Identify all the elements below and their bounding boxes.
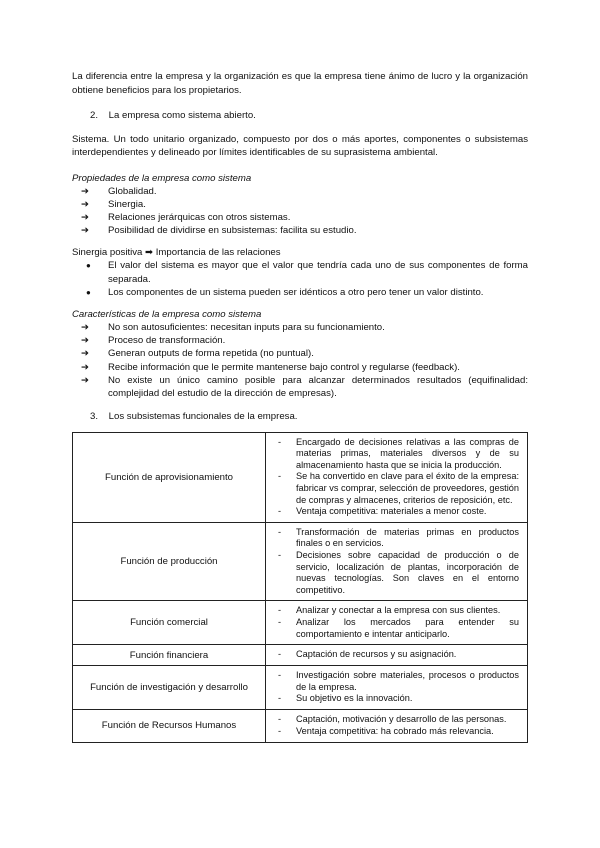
document-page: [72, 70, 528, 743]
list-item-text: Generan outputs de forma repetida (no puntual).: [108, 348, 314, 360]
list-item-text: Se ha convertido en clave para el éxito de la empresa: fabricar vs comprar, selección de proveedores, gestión de compras y almacenes, criterios de reposición, etc.: [296, 471, 519, 505]
table-row: [73, 666, 528, 710]
arrow-bullet-icon: ➔: [81, 374, 90, 386]
section-2-heading: [90, 109, 528, 123]
dot-bullet-icon: ●: [86, 261, 91, 271]
section-3-number: 3.: [90, 411, 99, 423]
descripcion-cell: [266, 666, 528, 710]
propiedades-title: Propiedades de la empresa como sistema: [72, 172, 252, 184]
list-item: [276, 617, 519, 640]
list-item: [276, 714, 519, 726]
list-item-text: Sinergia.: [108, 198, 146, 210]
table-row: [73, 645, 528, 666]
list-item: [72, 374, 528, 400]
arrow-bullet-icon: ➔: [81, 225, 90, 237]
list-item-text: Los componentes de un sistema pueden ser idénticos a otro pero tener un valor distinto.: [108, 286, 484, 298]
list-item: [72, 259, 528, 285]
dash-bullet-icon: -: [278, 725, 282, 736]
list-item: [276, 471, 519, 506]
list-item: [72, 321, 528, 334]
list-item-text: Transformación de materias primas en productos finales o en servicios.: [296, 526, 519, 549]
dash-bullet-icon: -: [278, 649, 282, 660]
funcion-cell: Función de aprovisionamiento: [73, 432, 266, 522]
list-item-text: Analizar los mercados para entender su comportamiento e intentar anticiparlo.: [296, 616, 519, 639]
list-item: [276, 550, 519, 596]
list-item: [276, 726, 519, 738]
dot-bullet-icon: ●: [86, 287, 91, 297]
arrow-bullet-icon: ➔: [81, 361, 90, 373]
descripcion-list: [276, 649, 519, 661]
list-item-text: Relaciones jerárquicas con otros sistemas.: [108, 211, 291, 223]
caracteristicas-list: [72, 321, 528, 400]
table-row: [73, 601, 528, 645]
list-item-text: No existe un único camino posible para alcanzar determinados resultados (equifinalidad: complejidad del estudio de la dirección de empresas).: [108, 374, 528, 399]
caracteristicas-title: Características de la empresa como sistema: [72, 308, 262, 320]
list-item: [276, 527, 519, 550]
list-item: [72, 286, 528, 299]
sistema-definition: Sistema. Un todo unitario organizado, compuesto por dos o más aportes, componentes o subsistemas interdependientes y delineado por límites identificables de su suprasistema ambiental.: [72, 133, 528, 158]
list-item: [72, 198, 528, 211]
list-item-text: El valor del sistema es mayor que el valor que tendría cada uno de sus componentes de forma separada.: [108, 260, 528, 285]
dash-bullet-icon: -: [278, 714, 282, 725]
list-item: [72, 224, 528, 237]
list-item-text: Investigación sobre materiales, procesos o productos de la empresa.: [296, 670, 519, 692]
arrow-bullet-icon: ➔: [81, 321, 90, 333]
dash-bullet-icon: -: [278, 693, 282, 704]
dash-bullet-icon: -: [278, 616, 282, 627]
arrow-bullet-icon: ➔: [81, 198, 90, 210]
dash-bullet-icon: -: [278, 471, 282, 482]
descripcion-cell: [266, 645, 528, 666]
list-item-text: Decisiones sobre capacidad de producción o de servicio, localización de plantas, incorporación de nuevas tecnologías. Son claves en el entorno competitivo.: [296, 549, 519, 595]
list-item: [72, 334, 528, 347]
descripcion-cell: [266, 432, 528, 522]
funcion-cell: Función de producción: [73, 522, 266, 601]
arrow-bullet-icon: ➔: [81, 185, 90, 197]
intro-paragraph: La diferencia entre la empresa y la organización es que la empresa tiene ánimo de lucro y la organización obtiene beneficios para los propietarios.: [72, 71, 528, 96]
sinergia-title: Sinergia positiva ➡ Importancia de las relaciones: [72, 247, 281, 259]
list-item: [276, 670, 519, 693]
arrow-bullet-icon: ➔: [81, 211, 90, 223]
section-3-title: Los subsistemas funcionales de la empresa.: [108, 411, 298, 423]
dash-bullet-icon: -: [278, 526, 282, 537]
list-item-text: Encargado de decisiones relativas a las compras de materias primas, materiales diversos y de su almacenamiento hasta que se inicia la producción.: [296, 436, 519, 470]
list-item: [276, 506, 519, 518]
arrow-bullet-icon: ➔: [81, 348, 90, 360]
dash-bullet-icon: -: [278, 549, 282, 560]
list-item-text: Globalidad.: [108, 185, 157, 197]
list-item-text: Su objetivo es la innovación.: [296, 693, 413, 704]
list-item-text: Recibe información que le permite mantenerse bajo control y regularse (feedback).: [108, 361, 460, 373]
list-item: [72, 211, 528, 224]
arrow-bullet-icon: ➔: [81, 335, 90, 347]
dash-bullet-icon: -: [278, 436, 282, 447]
propiedades-list: [72, 185, 528, 238]
table-row: [73, 522, 528, 601]
descripcion-list: [276, 714, 519, 737]
descripcion-list: [276, 527, 519, 597]
list-item-text: Ventaja competitiva: ha cobrado más relevancia.: [296, 725, 494, 736]
dash-bullet-icon: -: [278, 506, 282, 517]
funcion-cell: Función de Recursos Humanos: [73, 709, 266, 742]
descripcion-cell: [266, 709, 528, 742]
list-item-text: Proceso de transformación.: [108, 335, 226, 347]
subsistemas-table: [72, 432, 528, 743]
descripcion-list: [276, 670, 519, 705]
table-row: [73, 709, 528, 742]
list-item: [276, 437, 519, 472]
dash-bullet-icon: -: [278, 670, 282, 681]
list-item-text: Posibilidad de dividirse en subsistemas: facilita su estudio.: [108, 225, 357, 237]
table-row: [73, 432, 528, 522]
funcion-cell: Función comercial: [73, 601, 266, 645]
list-item: [72, 185, 528, 198]
list-item-text: Captación, motivación y desarrollo de las personas.: [296, 714, 507, 725]
descripcion-cell: [266, 601, 528, 645]
list-item-text: Ventaja competitiva: materiales a menor coste.: [296, 506, 487, 517]
section-3-heading: [90, 410, 528, 424]
list-item: [72, 347, 528, 360]
list-item: [276, 649, 519, 661]
section-2-title: La empresa como sistema abierto.: [108, 110, 256, 121]
descripcion-list: [276, 437, 519, 518]
list-item-text: Captación de recursos y su asignación.: [296, 649, 457, 660]
list-item-text: No son autosuficientes: necesitan inputs para su funcionamiento.: [108, 321, 385, 333]
dash-bullet-icon: -: [278, 605, 282, 616]
funcion-cell: Función financiera: [73, 645, 266, 666]
section-2-number: 2.: [90, 110, 99, 121]
funcion-cell: Función de investigación y desarrollo: [73, 666, 266, 710]
list-item: [72, 361, 528, 374]
descripcion-cell: [266, 522, 528, 601]
sinergia-list: [72, 259, 528, 299]
list-item: [276, 605, 519, 617]
list-item-text: Analizar y conectar a la empresa con sus clientes.: [296, 605, 501, 616]
descripcion-list: [276, 605, 519, 640]
list-item: [276, 693, 519, 705]
